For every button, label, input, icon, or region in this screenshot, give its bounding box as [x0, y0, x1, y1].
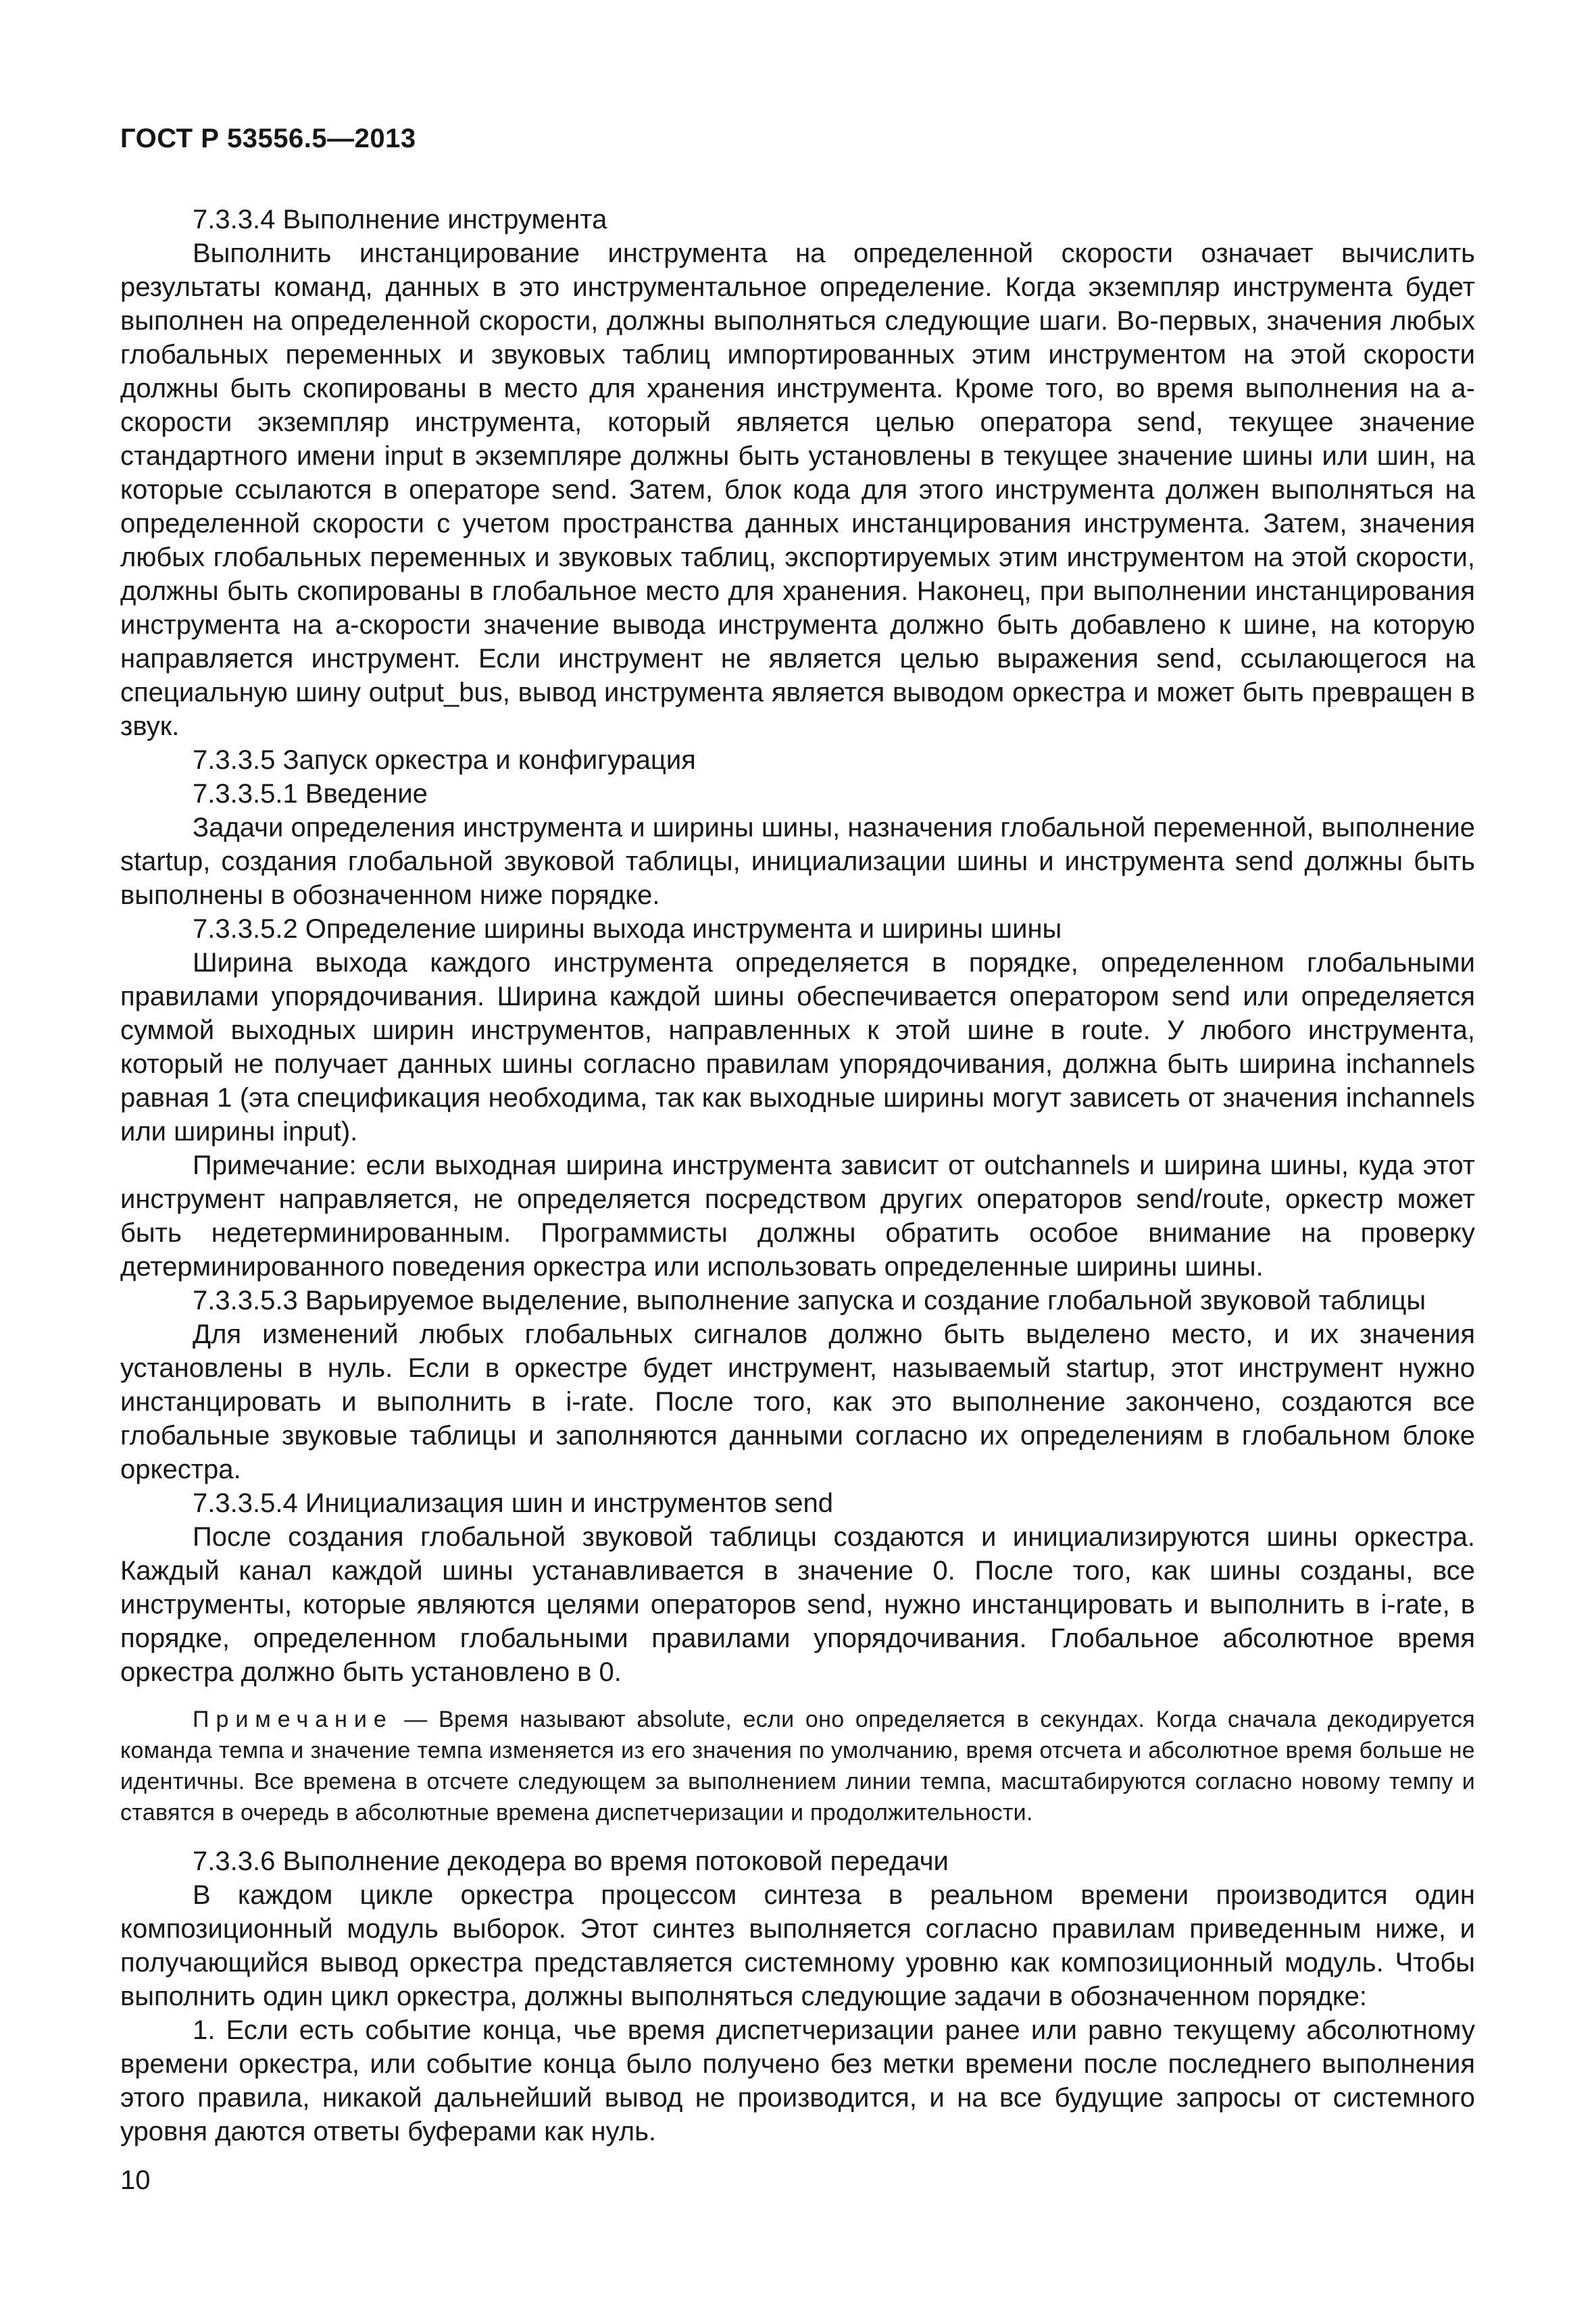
- paragraph: Задачи определения инструмента и ширины шины, назначения глобальной переменной, выполнение startup, создания глобальной звуковой таблицы, инициализации шины и инструмента send должны быть выполнены в обозначенном ниже порядке.: [120, 813, 1475, 910]
- note-text: — Время называют absolute, если оно определяется в секундах. Когда сначала декодируется команда темпа и значение темпа изменяется из его значения по умолчанию, время отсчета и абсолютное время больше не идентичны. Все времена в отсчете следующем за выполнением линии темпа, масштабируются согласно новому темпу и ставятся в очередь в абсолютные времена диспетчеризации и продолжительности.: [120, 1707, 1475, 1826]
- paragraph: После создания глобальной звуковой таблицы создаются и инициализируются шины оркестра. Каждый канал каждой шины устанавливается в значение 0. После того, как шины созданы, все инструменты, которые являются целями операторов send, нужно инстанцировать и выполнить в i-rate, в порядке, определенном глобальными правилами упорядочивания. Глобальное абсолютное время оркестра должно быть установлено в 0.: [120, 1522, 1475, 1687]
- section-heading: 7.3.3.5.1 Введение: [193, 779, 428, 809]
- paragraph: Выполнить инстанцирование инструмента на определенной скорости означает вычислить результаты команд, данных в это инструментальное определение. Когда экземпляр инструмента будет выполнен на определенной скорости, должны выполняться следующие шаги. Во-первых, значения любых глобальных переменных и звуковых таблиц импортированных этим инструментом на этой скорости должны быть скопированы в место для хранения инструмента. Кроме того, во время выполнения на а-скорости экземпляр инструмента, который является целью оператора send, текущее значение стандартного имени input в экземпляре должны быть установлены в текущее значение шины или шин, на которые ссылаются в операторе send. Затем, блок кода для этого инструмента должен выполняться на определенной скорости с учетом пространства данных инстанцирования инструмента. Затем, значения любых глобальных переменных и звуковых таблиц, экспортируемых этим инструментом на этой скорости, должны быть скопированы в глобальное место для хранения. Наконец, при выполнении инстанцирования инструмента на а-скорости значение вывода инструмента должно быть добавлено к шине, на которую направляется инструмент. Если инструмент не является целью выражения send, ссылающегося на специальную шину output_bus, вывод инструмента является выводом оркестра и может быть превращен в звук.: [120, 238, 1475, 741]
- section-heading: 7.3.3.5 Запуск оркестра и конфигурация: [193, 745, 696, 775]
- paragraph: В каждом цикле оркестра процессом синтеза в реальном времени производится один композиционный модуль выборок. Этот синтез выполняется согласно правилам приведенным ниже, и получающийся вывод оркестра представляется системному уровню как композиционный модуль. Чтобы выполнить один цикл оркестра, должны выполняться следующие задачи в обозначенном порядке:: [120, 1880, 1475, 2011]
- paragraph: 1. Если есть событие конца, чье время диспетчеризации ранее или равно текущему абсолютному времени оркестра, или событие конца было получено без метки времени после последнего выполнения этого правила, никакой дальнейший вывод не производится, и на все будущие запросы от системного уровня даются ответы буферами как нуль.: [120, 2015, 1475, 2146]
- section-heading: 7.3.3.4 Выполнение инструмента: [193, 205, 607, 234]
- note-paragraph: [120, 1704, 1475, 1828]
- page-number: 10: [120, 2165, 151, 2195]
- paragraph: Примечание: если выходная ширина инструмента зависит от outchannels и ширина шины, куда этот инструмент направляется, не определяется посредством других операторов send/route, оркестр может быть недетерминированным. Программисты должны обратить особое внимание на проверку детерминированного поведения оркестра или использовать определенные ширины шины.: [120, 1151, 1475, 1282]
- paragraph: Ширина выхода каждого инструмента определяется в порядке, определенном глобальными правилами упорядочивания. Ширина каждой шины обеспечивается оператором send или определяется суммой выходных ширин инструментов, направленных к этой шине в route. У любого инструмента, который не получает данных шины согласно правилам упорядочивания, должна быть ширина inchannels равная 1 (эта спецификация необходима, так как выходные ширины могут зависеть от значения inchannels или ширины input).: [120, 948, 1475, 1147]
- section-heading: 7.3.3.6 Выполнение декодера во время потоковой передачи: [193, 1846, 949, 1876]
- paragraph: Для изменений любых глобальных сигналов должно быть выделено место, и их значения установлены в нуль. Если в оркестре будет инструмент, называемый startup, этот инструмент нужно инстанцировать и выполнить в i-rate. После того, как это выполнение закончено, создаются все глобальные звуковые таблицы и заполняются данными согласно их определениям в глобальном блоке оркестра.: [120, 1319, 1475, 1484]
- page-body: [120, 203, 1475, 2148]
- note-label: Примечание: [193, 1707, 393, 1732]
- document-header: ГОСТ Р 53556.5—2013: [120, 124, 416, 153]
- section-heading: 7.3.3.5.4 Инициализация шин и инструментов send: [193, 1488, 834, 1518]
- section-heading: 7.3.3.5.2 Определение ширины выхода инструмента и ширины шины: [193, 914, 1062, 944]
- section-heading: 7.3.3.5.3 Варьируемое выделение, выполнение запуска и создание глобальной звуковой таблицы: [193, 1286, 1426, 1315]
